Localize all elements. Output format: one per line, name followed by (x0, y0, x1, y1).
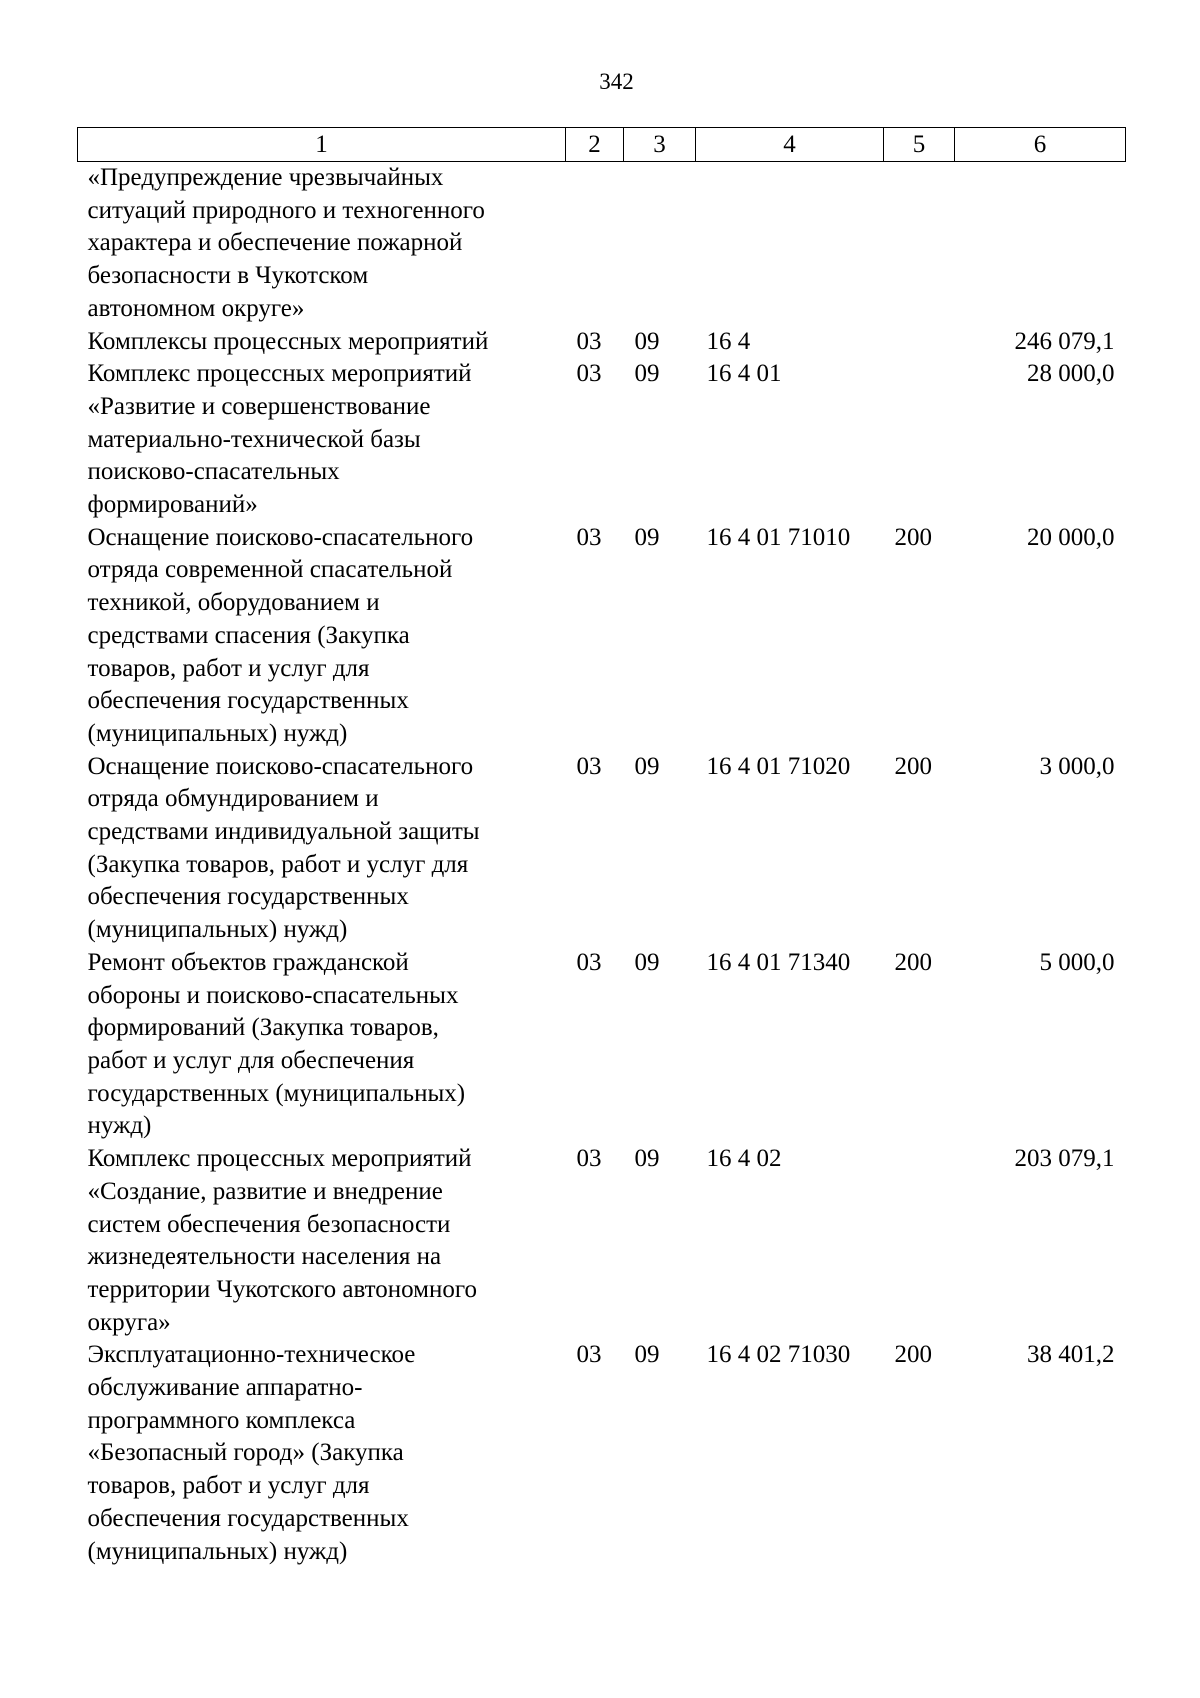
item-name-line: Комплекс процессных мероприятий (87, 1145, 472, 1173)
item-name-line: отряда современной спасательной (87, 556, 453, 584)
item-name-line: средствами индивидуальной защиты (87, 818, 480, 846)
item-name-line: (муниципальных) нужд) (87, 719, 348, 747)
amount-cell: 5 000,0 (1039, 948, 1115, 976)
amount-cell: 203 079,1 (1014, 1145, 1115, 1173)
header-col-5: 5 (884, 128, 955, 162)
header-col-2: 2 (566, 128, 624, 162)
table-row (78, 162, 1126, 326)
table-row (78, 1143, 1126, 1339)
table-row (78, 1339, 1126, 1568)
item-name-line: обеспечения государственных (87, 687, 409, 715)
item-name-line: (муниципальных) нужд) (87, 1537, 348, 1565)
item-name-cell (78, 522, 566, 751)
section-cell: 03 (576, 360, 602, 388)
page-number: 342 (599, 69, 634, 94)
item-name-line: автономном округе» (87, 294, 305, 322)
item-name-line: государственных (муниципальных) (87, 1079, 466, 1107)
target-article-cell: 16 4 01 71010 (706, 523, 851, 551)
target-article-cell: 16 4 02 (706, 1145, 782, 1173)
section-cell (566, 162, 624, 326)
table-row (78, 326, 1126, 359)
subsection-cell: 09 (634, 523, 660, 551)
item-name-line: отряда обмундированием и (87, 785, 379, 813)
section-cell: 03 (576, 327, 602, 355)
amount-cell: 20 000,0 (1027, 523, 1115, 551)
item-name-line: (муниципальных) нужд) (87, 916, 348, 944)
section-cell: 03 (576, 948, 602, 976)
item-name-line: Комплекс процессных мероприятий (87, 360, 472, 388)
target-article-cell: 16 4 01 71340 (706, 948, 851, 976)
item-name-line: ситуаций природного и техногенного (87, 196, 485, 224)
expense-type-cell (884, 358, 955, 522)
item-name-line: округа» (87, 1308, 171, 1336)
item-name-line: Ремонт объектов гражданской (87, 948, 409, 976)
item-name-line: материально-технической базы (87, 425, 421, 453)
subsection-cell: 09 (634, 948, 660, 976)
subsection-cell: 09 (634, 360, 660, 388)
expense-type-cell: 200 (894, 1341, 932, 1369)
expense-type-cell (884, 162, 955, 326)
table-row (78, 947, 1126, 1143)
item-name-cell (78, 947, 566, 1143)
expense-type-cell (884, 326, 955, 359)
target-article-cell: 16 4 01 (706, 360, 782, 388)
item-name-line: техникой, оборудованием и (87, 589, 380, 617)
header-col-4: 4 (696, 128, 884, 162)
item-name-line: Эксплуатационно-техническое (87, 1341, 416, 1369)
item-name-line: работ и услуг для обеспечения (87, 1046, 415, 1074)
header-col-6: 6 (955, 128, 1126, 162)
item-name-line: характера и обеспечение пожарной (87, 229, 463, 257)
item-name-line: безопасности в Чукотском (87, 262, 369, 290)
item-name-line: территории Чукотского автономного (87, 1275, 477, 1303)
item-name-line: (Закупка товаров, работ и услуг для (87, 850, 469, 878)
item-name-line: Комплексы процессных мероприятий (87, 327, 489, 355)
item-name-line: «Предупреждение чрезвычайных (87, 164, 444, 191)
item-name-line: программного комплекса (87, 1406, 356, 1434)
expense-type-cell: 200 (894, 752, 932, 780)
item-name-line: жизнедеятельности населения на (87, 1243, 442, 1271)
item-name-line: «Безопасный город» (Закупка (87, 1439, 404, 1467)
target-article-cell: 16 4 (706, 327, 751, 355)
item-name-line: обслуживание аппаратно- (87, 1374, 363, 1402)
section-cell: 03 (576, 523, 602, 551)
item-name-line: обороны и поисково-спасательных (87, 981, 459, 1009)
amount-cell: 3 000,0 (1039, 752, 1115, 780)
item-name-cell (78, 1143, 566, 1339)
item-name-cell (78, 162, 566, 326)
item-name-line: обеспечения государственных (87, 883, 409, 911)
table-row (78, 751, 1126, 947)
amount-cell: 38 401,2 (1027, 1341, 1115, 1369)
subsection-cell: 09 (634, 1341, 660, 1369)
item-name-line: обеспечения государственных (87, 1504, 409, 1532)
item-name-line: «Создание, развитие и внедрение (87, 1177, 443, 1205)
header-col-1: 1 (78, 128, 566, 162)
item-name-cell (78, 1339, 566, 1568)
target-article-cell: 16 4 02 71030 (706, 1341, 851, 1369)
subsection-cell (624, 162, 696, 326)
item-name-line: «Развитие и совершенствование (87, 392, 431, 420)
header-col-3: 3 (624, 128, 696, 162)
expense-type-cell (884, 1143, 955, 1339)
item-name-line: Оснащение поисково-спасательного (87, 752, 474, 780)
table-body (78, 162, 1126, 1569)
subsection-cell: 09 (634, 1145, 660, 1173)
item-name-line: формирований (Закупка товаров, (87, 1014, 439, 1042)
item-name-line: товаров, работ и услуг для (87, 654, 370, 682)
expense-type-cell: 200 (894, 523, 932, 551)
section-cell: 03 (576, 752, 602, 780)
item-name-cell (78, 751, 566, 947)
item-name-line: поисково-спасательных (87, 458, 340, 486)
amount-cell (955, 162, 1126, 326)
section-cell: 03 (576, 1341, 602, 1369)
budget-table (77, 127, 1126, 1568)
subsection-cell: 09 (634, 752, 660, 780)
table-header (78, 128, 1126, 162)
header-row (78, 128, 1126, 162)
subsection-cell: 09 (634, 327, 660, 355)
item-name-line: средствами спасения (Закупка (87, 621, 410, 649)
item-name-cell (78, 358, 566, 522)
table-row (78, 358, 1126, 522)
target-article-cell: 16 4 01 71020 (706, 752, 851, 780)
item-name-line: систем обеспечения безопасности (87, 1210, 451, 1238)
table-row (78, 522, 1126, 751)
expense-type-cell: 200 (894, 948, 932, 976)
item-name-line: формирований» (87, 491, 258, 519)
amount-cell: 28 000,0 (1027, 360, 1115, 388)
item-name-cell (78, 326, 566, 359)
item-name-line: товаров, работ и услуг для (87, 1472, 370, 1500)
section-cell: 03 (576, 1145, 602, 1173)
amount-cell: 246 079,1 (1014, 327, 1115, 355)
target-article-cell (696, 162, 884, 326)
item-name-line: Оснащение поисково-спасательного (87, 523, 474, 551)
item-name-line: нужд) (87, 1112, 152, 1140)
